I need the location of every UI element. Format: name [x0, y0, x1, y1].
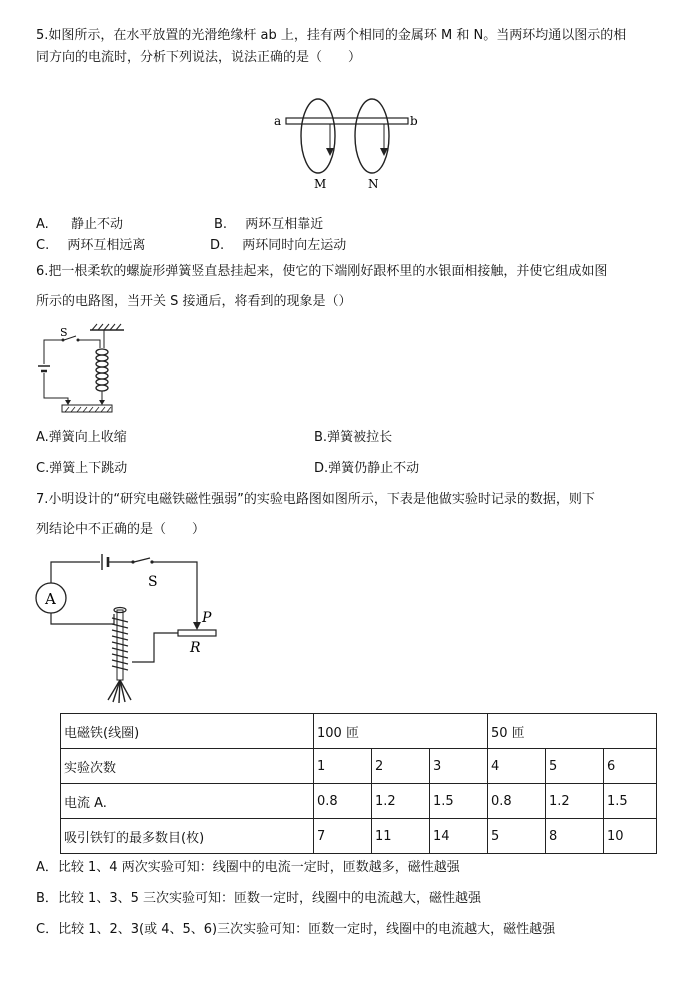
option-text: 两环互相靠近	[245, 217, 324, 232]
table-cell: 1.5	[430, 784, 488, 819]
switch-s-blade	[134, 558, 150, 562]
rod-label-b: b	[410, 114, 418, 128]
table-cell: 11	[372, 819, 430, 854]
table-row	[61, 714, 657, 749]
q5-option-d	[210, 234, 346, 258]
switch-label-s: S	[60, 326, 68, 339]
table-cell: 0.8	[314, 784, 372, 819]
option-key: B.	[314, 430, 328, 445]
table-cell: 5	[546, 749, 604, 784]
slider-p-arrow	[193, 622, 201, 630]
option-text: 弹簧被拉长	[327, 430, 393, 445]
option-key: A.	[36, 430, 49, 445]
q6-option-a	[36, 426, 127, 450]
table-row	[61, 784, 657, 819]
table-cell: 1.2	[372, 784, 430, 819]
table-cell: 100 匝	[314, 714, 488, 749]
iron-nails	[108, 680, 131, 703]
option-text: 静止不动	[70, 217, 123, 232]
table-cell: 1.5	[604, 784, 657, 819]
q5-stem-line2: 同方向的电流时，分析下列说法，说法正确的是（ ）	[36, 50, 362, 65]
table-row-label: 吸引铁钉的最多数目(枚)	[61, 819, 314, 854]
table-row	[61, 819, 657, 854]
table-row-label: 电流 A.	[61, 784, 314, 819]
q7-option-b: B．比较 1、3、5 三次实验可知：匝数一定时，线圈中的电流越大，磁性越强	[36, 891, 481, 906]
table-row	[61, 749, 657, 784]
electromagnet-coil	[112, 618, 128, 670]
table-row-label: 实验次数	[61, 749, 314, 784]
table-cell: 7	[314, 819, 372, 854]
q6-stem-line2: 所示的电路图，当开关 S 接通后，将看到的现象是（）	[36, 294, 352, 309]
table-cell: 3	[430, 749, 488, 784]
mercury-cup	[62, 405, 112, 412]
q7-option-a: A．比较 1、4 两次实验可知：线圈中的电流一定时，匝数越多，磁性越强	[36, 860, 460, 875]
option-key: D.	[210, 238, 225, 253]
rheostat-label-r: R	[190, 640, 201, 656]
table-row-label: 电磁铁(线圈)	[61, 714, 314, 749]
q6-option-d	[314, 457, 419, 481]
ammeter-label-a: A	[45, 590, 56, 608]
table-cell: 14	[430, 819, 488, 854]
option-key: D.	[314, 461, 329, 476]
table-cell: 2	[372, 749, 430, 784]
table-cell: 5	[488, 819, 546, 854]
table-cell: 8	[546, 819, 604, 854]
table-cell: 50 匝	[488, 714, 657, 749]
table-cell: 0.8	[488, 784, 546, 819]
option-key: A.	[36, 217, 49, 232]
table-cell: 1	[314, 749, 372, 784]
q5-figure-rings-on-rod	[270, 94, 430, 194]
option-text: 两环互相远离	[67, 238, 146, 253]
rod-ab	[286, 118, 408, 124]
q7-option-c: C．比较 1、2、3(或 4、5、6)三次实验可知：匝数一定时，线圈中的电流越大，磁性越强	[36, 922, 556, 937]
q6-option-b	[314, 426, 392, 450]
table-cell: 10	[604, 819, 657, 854]
q7-data-table	[60, 713, 657, 854]
q7-stem-line1: 7.小明设计的“研究电磁铁磁性强弱”的实验电路图如图所示，下表是他做实验时记录的数据，则下	[36, 492, 595, 507]
rod-label-a: a	[274, 114, 282, 128]
switch-label-s: S	[148, 574, 158, 590]
option-text: 弹簧向上收缩	[48, 430, 127, 445]
table-cell: 4	[488, 749, 546, 784]
q6-option-c	[36, 457, 127, 481]
option-text: 弹簧上下跳动	[49, 461, 128, 476]
option-text: 弹簧仍静止不动	[328, 461, 420, 476]
option-key: C.	[36, 461, 50, 476]
q7-figure-electromagnet-circuit	[32, 552, 232, 704]
ring-label-m: M	[314, 177, 327, 191]
q6-figure-spring-circuit	[34, 322, 126, 414]
option-key: C.	[36, 238, 50, 253]
q7-stem-line2: 列结论中不正确的是（ ）	[36, 522, 206, 537]
option-key: B.	[214, 217, 228, 232]
q6-stem-line1: 6.把一根柔软的螺旋形弹簧竖直悬挂起来，使它的下端刚好跟杯里的水银面相接触，并使它组成如图	[36, 264, 608, 279]
slider-label-p: P	[202, 610, 212, 626]
table-cell: 6	[604, 749, 657, 784]
ring-label-n: N	[368, 177, 379, 191]
q5-option-c	[36, 234, 145, 258]
rheostat-r	[178, 630, 216, 636]
spring-coil	[96, 349, 108, 391]
table-cell: 1.2	[546, 784, 604, 819]
q5-stem-line1: 5.如图所示，在水平放置的光滑绝缘杆 ab 上，挂有两个相同的金属环 M 和 N。当两环均通以图示的相	[36, 28, 627, 43]
option-text: 两环同时向左运动	[242, 238, 347, 253]
